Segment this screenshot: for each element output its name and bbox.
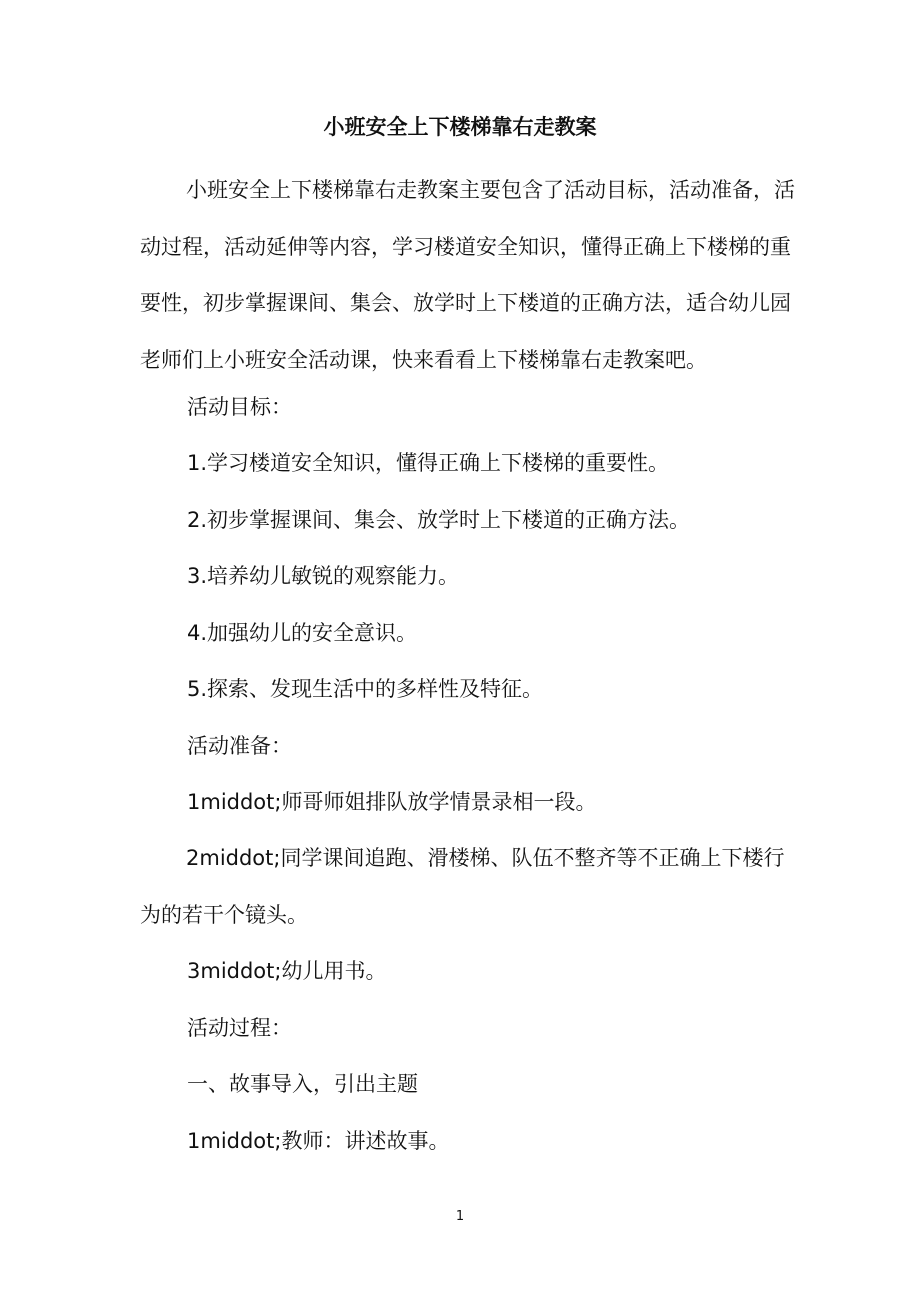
goal-item-2: 2.初步掌握课间、集会、放学时上下楼道的正确方法。 [187, 508, 691, 532]
goal-item-4: 4.加强幼儿的安全意识。 [187, 621, 418, 645]
intro-paragraph: 小班安全上下楼梯靠右走教案主要包含了活动目标，活动准备，活动过程，活动延伸等内容，学习楼道安全知识，懂得正确上下楼梯的重要性，初步掌握课间、集会、放学时上下楼道的正确方法，适合幼儿园老师们上小班安全活动课，快来看看上下楼梯靠右走教案吧。 [140, 178, 795, 372]
prep-heading: 活动准备： [187, 734, 292, 758]
goal-item-1: 1.学习楼道安全知识，懂得正确上下楼梯的重要性。 [187, 451, 670, 475]
goal-item-5: 5.探索、发现生活中的多样性及特征。 [187, 677, 544, 701]
process-section-1: 一、故事导入，引出主题 [187, 1072, 418, 1096]
goal-item-3: 3.培养幼儿敏锐的观察能力。 [187, 564, 460, 588]
goals-heading: 活动目标： [187, 395, 292, 419]
document-title: 小班安全上下楼梯靠右走教案 [323, 115, 597, 139]
page-number: 1 [455, 1209, 465, 1224]
process-heading: 活动过程： [187, 1016, 292, 1040]
process-step-1: 1middot;教师：讲述故事。 [187, 1129, 450, 1153]
prep-item-2: 2middot;同学课间追跑、滑楼梯、队伍不整齐等不正确上下楼行为的若干个镜头。 [140, 846, 785, 927]
prep-item-3: 3middot;幼儿用书。 [187, 959, 387, 983]
prep-item-1: 1middot;师哥师姐排队放学情景录相一段。 [187, 790, 597, 814]
